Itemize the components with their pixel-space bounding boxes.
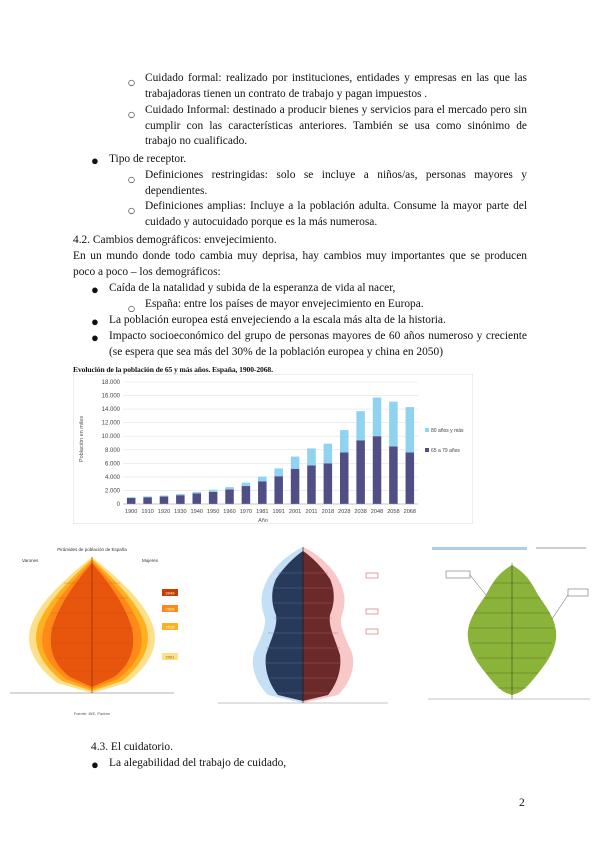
page-number: 2 xyxy=(519,797,525,809)
x-tick-label: 1970 xyxy=(239,509,253,515)
legend-year-2049: 2049 xyxy=(165,590,175,596)
bar-65-79-2068 xyxy=(406,452,415,504)
y-tick-label: 4.000 xyxy=(104,474,120,481)
x-tick-label: 1940 xyxy=(190,509,203,515)
bar-65-79-2001 xyxy=(291,469,300,504)
item-restringidas: Definiciones restringidas: solo se incluye a niños/as, personas mayores y dependientes. xyxy=(145,169,527,197)
bar-80-plus-1910 xyxy=(143,496,152,497)
disc-bullet-icon: ● xyxy=(91,757,99,772)
bar-65-79-1970 xyxy=(242,486,251,504)
section-42-bullet-1: Caída de la natalidad y subida de la esperanza de vida al nacer, xyxy=(109,282,396,294)
section-42-bullet-2: La población europea está envejeciendo a la escala más alta de la historia. xyxy=(109,314,446,326)
population-pyramid-dark xyxy=(198,543,408,723)
y-tick-label: 12.000 xyxy=(101,420,120,427)
pyramid-1-left-label: Varones xyxy=(22,558,39,563)
disc-bullet-icon: ● xyxy=(91,153,99,168)
section-43-heading: 4.3. El cuidatorio. xyxy=(91,741,173,753)
pyramid-3-graphic xyxy=(418,543,598,723)
x-tick-label: 2028 xyxy=(338,509,351,515)
disc-bullet-icon: ● xyxy=(91,330,99,345)
section-43-bullet-1: La alegabilidad del trabajo de cuidado, xyxy=(109,757,287,769)
bar-65-79-2038 xyxy=(356,440,365,504)
bar-65-79-1930 xyxy=(176,495,185,504)
x-tick-label: 2011 xyxy=(305,509,318,515)
bar-80-plus-2011 xyxy=(307,448,316,465)
bar-80-plus-1991 xyxy=(274,468,283,476)
legend-year-2018: 2018 xyxy=(165,624,175,630)
bar-80-plus-1940 xyxy=(192,492,201,494)
legend-year-2029: 2029 xyxy=(165,606,175,612)
x-tick-label: 1950 xyxy=(206,509,220,515)
x-tick-label: 2001 xyxy=(288,509,302,515)
x-tick-label: 1900 xyxy=(124,509,138,515)
x-tick-label: 2058 xyxy=(387,509,400,515)
bar-65-79-1981 xyxy=(258,481,267,504)
x-tick-label: 1991 xyxy=(272,509,285,515)
bar-80-plus-1930 xyxy=(176,494,185,495)
y-tick-label: 8.000 xyxy=(104,447,120,454)
bar-80-plus-2018 xyxy=(324,444,333,464)
circle-bullet-icon: ○ xyxy=(128,110,135,119)
legend-label: 65 a 79 años xyxy=(431,448,460,454)
bar-65-79-2011 xyxy=(307,465,316,504)
bar-80-plus-1981 xyxy=(258,477,267,482)
pyramid-1-right-label: Mujeres xyxy=(142,558,159,563)
bar-80-plus-2001 xyxy=(291,457,300,469)
item-informal: Cuidado Informal: destinado a producir bienes y servicios para el mercado pero sin cumplir con las características anteriores. También se usa como sinónimo de trabajo no cualificado. xyxy=(145,104,527,148)
legend-swatch xyxy=(425,448,429,452)
y-tick-label: 10.000 xyxy=(101,434,120,441)
circle-bullet-icon: ○ xyxy=(128,304,135,313)
section-42-heading: 4.2. Cambios demográficos: envejecimiento. xyxy=(73,234,277,246)
chart-ylabel: Población en miles xyxy=(79,415,85,463)
bar-65-79-2048 xyxy=(373,436,382,504)
legend-swatch xyxy=(425,428,429,432)
circle-bullet-icon: ○ xyxy=(128,78,135,87)
x-tick-label: 2048 xyxy=(370,509,384,515)
bar-65-79-1940 xyxy=(192,493,201,504)
x-tick-label: 1930 xyxy=(174,509,187,515)
y-tick-label: 16.000 xyxy=(101,393,120,400)
population-pyramid-green xyxy=(418,543,598,723)
pyramid-1-graphic xyxy=(2,543,182,718)
y-tick-label: 18.000 xyxy=(101,380,120,386)
circle-bullet-icon: ○ xyxy=(128,206,135,215)
bar-65-79-2058 xyxy=(389,446,398,504)
bar-80-plus-1920 xyxy=(160,496,169,497)
bar-65-79-1910 xyxy=(143,497,152,504)
bar-65-79-1900 xyxy=(127,498,136,504)
x-tick-label: 1920 xyxy=(157,509,171,515)
bar-80-plus-1900 xyxy=(127,497,136,498)
x-tick-label: 1981 xyxy=(256,509,269,515)
bar-80-plus-2038 xyxy=(356,411,365,440)
pyramid-2-graphic xyxy=(198,543,408,723)
item-amplias: Definiciones amplias: Incluye a la población adulta. Consume la mayor parte del cuidado y autocuidado porque es la más numerosa. xyxy=(145,200,527,228)
bar-80-plus-1960 xyxy=(225,487,234,489)
section-42-bullet-3: Impacto socioeconómico del grupo de personas mayores de 60 años numeroso y creciente (se espera que sea más del 30% de la población europea y china en 2050) xyxy=(109,330,527,358)
x-tick-label: 2038 xyxy=(354,509,367,515)
bar-80-plus-1950 xyxy=(209,490,218,492)
bar-65-79-1920 xyxy=(160,497,169,504)
bar-80-plus-2068 xyxy=(406,407,415,452)
section-42-intro: En un mundo donde todo cambia muy deprisa, hay cambios muy importantes que se producen poco a poco – los demográficos: xyxy=(73,250,527,278)
bar-80-plus-2048 xyxy=(373,398,382,437)
legend-label: 80 años y más xyxy=(431,428,464,434)
item-formal: Cuidado formal: realizado por instituciones, entidades y empresas en las que las trabajadoras tienen un contrato de trabajo y pagan impuestos . xyxy=(145,72,527,100)
x-tick-label: 1910 xyxy=(141,509,154,515)
chart-title: Evolución de la población de 65 y más años. España, 1900-2068. xyxy=(73,365,273,374)
x-tick-label: 1960 xyxy=(223,509,236,515)
bar-80-plus-1970 xyxy=(242,483,251,486)
bar-65-79-2028 xyxy=(340,452,349,504)
bar-80-plus-2028 xyxy=(340,430,349,452)
bar-80-plus-2058 xyxy=(389,402,398,447)
y-tick-label: 6.000 xyxy=(104,461,120,468)
bar-chart xyxy=(73,374,473,524)
bar-65-79-1991 xyxy=(274,476,283,504)
x-tick-label: 2068 xyxy=(403,509,417,515)
bar-65-79-1960 xyxy=(225,489,234,504)
pyramid-1-source: Fuente: INE, Padrón xyxy=(73,711,111,716)
y-tick-label: 2.000 xyxy=(104,488,120,495)
bar-65-79-2018 xyxy=(324,463,333,504)
legend-year-2001: 2001 xyxy=(165,654,175,660)
population-pyramid-spain xyxy=(2,543,182,718)
chart-xlabel: Año xyxy=(258,518,268,524)
bar-65-79-1950 xyxy=(209,492,218,504)
y-tick-label: 14.000 xyxy=(101,407,120,414)
item-receptor: Tipo de receptor. xyxy=(109,153,187,165)
x-tick-label: 2018 xyxy=(321,509,335,515)
y-tick-label: 0 xyxy=(116,502,120,508)
circle-bullet-icon: ○ xyxy=(128,175,135,184)
disc-bullet-icon: ● xyxy=(91,314,99,329)
pyramid-1-title: Pirámides de población de España xyxy=(57,547,127,552)
disc-bullet-icon: ● xyxy=(91,282,99,297)
section-42-bullet-1-sub: España: entre los países de mayor envejecimiento en Europa. xyxy=(145,298,424,310)
